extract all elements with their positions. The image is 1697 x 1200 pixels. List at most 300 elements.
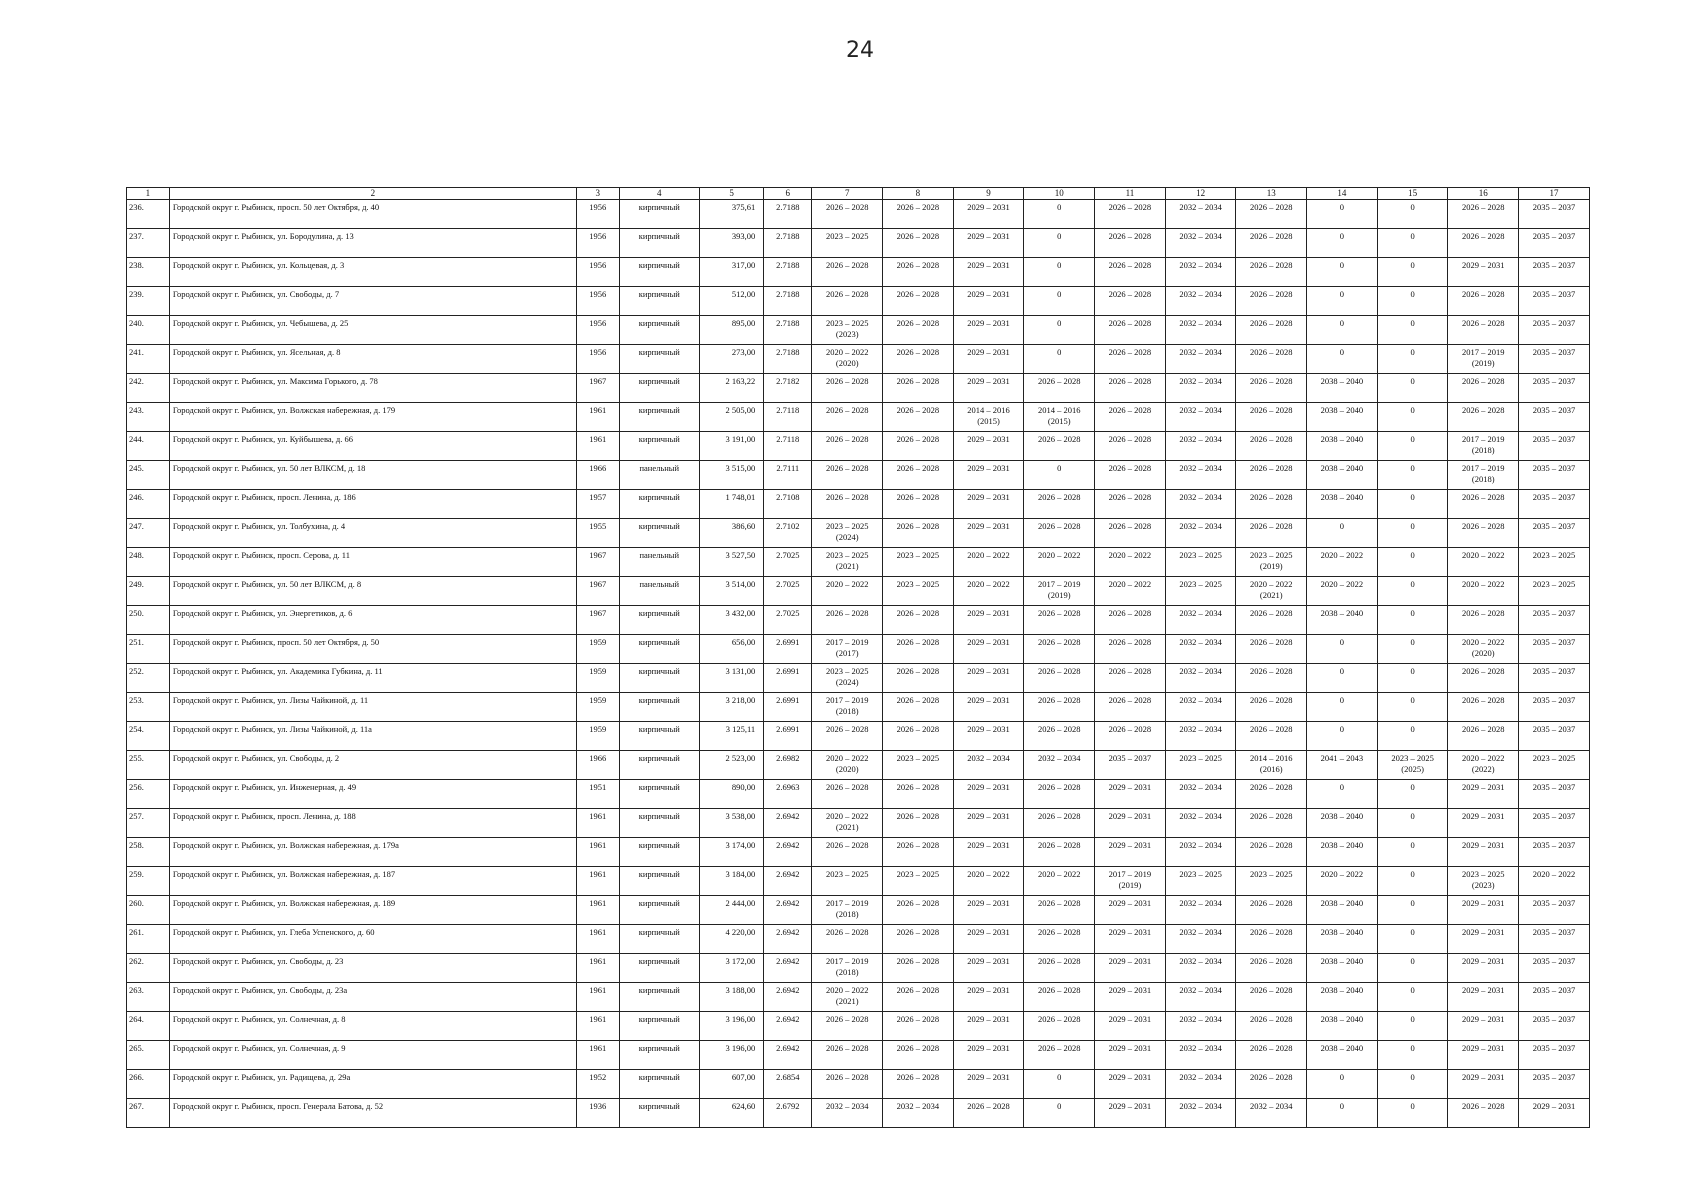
year-cell: 1956 — [576, 345, 619, 374]
table-row — [127, 780, 1590, 809]
schedule-period-cell: 0 — [1377, 287, 1448, 316]
schedule-period-cell: 2026 – 2028 — [953, 1099, 1024, 1128]
row-number: 262. — [127, 954, 170, 983]
schedule-period-cell: 2026 – 2028 — [1448, 693, 1519, 722]
schedule-period-cell: 2026 – 2028 — [1024, 606, 1095, 635]
schedule-period-cell: 2026 – 2028 — [1448, 229, 1519, 258]
material-cell: кирпичный — [619, 345, 699, 374]
year-cell: 1936 — [576, 1099, 619, 1128]
year-cell: 1967 — [576, 374, 619, 403]
schedule-period-cell: 2017 – 2019 (2018) — [1448, 461, 1519, 490]
index-cell: 2.6991 — [764, 722, 812, 751]
schedule-period-cell: 2029 – 2031 — [953, 635, 1024, 664]
schedule-period-cell: 0 — [1377, 635, 1448, 664]
table-row — [127, 606, 1590, 635]
schedule-period-cell: 2026 – 2028 — [1024, 838, 1095, 867]
material-cell: панельный — [619, 577, 699, 606]
column-header: 7 — [812, 188, 883, 200]
index-cell: 2.6942 — [764, 838, 812, 867]
schedule-period-cell: 0 — [1377, 490, 1448, 519]
schedule-period-cell: 2026 – 2028 — [883, 519, 954, 548]
schedule-period-cell: 2020 – 2022 — [1095, 548, 1166, 577]
material-cell: кирпичный — [619, 1099, 699, 1128]
area-cell: 2 163,22 — [699, 374, 763, 403]
schedule-period-cell: 2026 – 2028 — [812, 1070, 883, 1099]
schedule-period-cell: 0 — [1307, 664, 1378, 693]
schedule-period-cell: 0 — [1024, 229, 1095, 258]
area-cell: 3 196,00 — [699, 1041, 763, 1070]
schedule-period-cell: 2026 – 2028 — [812, 1041, 883, 1070]
address-cell: Городской округ г. Рыбинск, просп. Ленина, д. 186 — [169, 490, 576, 519]
address-cell: Городской округ г. Рыбинск, просп. 50 лет Октября, д. 50 — [169, 635, 576, 664]
column-header: 8 — [883, 188, 954, 200]
schedule-period-cell: 2026 – 2028 — [1236, 316, 1307, 345]
schedule-period-cell: 2029 – 2031 — [1448, 1012, 1519, 1041]
row-number: 240. — [127, 316, 170, 345]
schedule-period-cell: 2023 – 2025 (2019) — [1236, 548, 1307, 577]
schedule-period-cell: 2029 – 2031 — [1095, 1099, 1166, 1128]
year-cell: 1959 — [576, 664, 619, 693]
table-row — [127, 693, 1590, 722]
schedule-period-cell: 0 — [1307, 316, 1378, 345]
schedule-period-cell: 2038 – 2040 — [1307, 432, 1378, 461]
column-header: 2 — [169, 188, 576, 200]
schedule-period-cell: 2026 – 2028 — [1024, 693, 1095, 722]
schedule-period-cell: 2029 – 2031 — [953, 954, 1024, 983]
schedule-period-cell: 2029 – 2031 — [953, 983, 1024, 1012]
schedule-period-cell: 2032 – 2034 — [1165, 635, 1236, 664]
material-cell: кирпичный — [619, 403, 699, 432]
schedule-period-cell: 0 — [1377, 896, 1448, 925]
schedule-period-cell: 2032 – 2034 — [1165, 1070, 1236, 1099]
schedule-period-cell: 2041 – 2043 — [1307, 751, 1378, 780]
row-number: 237. — [127, 229, 170, 258]
schedule-period-cell: 2026 – 2028 — [1095, 287, 1166, 316]
schedule-period-cell: 2026 – 2028 — [1095, 606, 1166, 635]
schedule-period-cell: 2032 – 2034 — [953, 751, 1024, 780]
row-number: 236. — [127, 200, 170, 229]
schedule-period-cell: 2026 – 2028 — [1236, 664, 1307, 693]
schedule-period-cell: 2026 – 2028 — [1236, 1012, 1307, 1041]
schedule-period-cell: 0 — [1377, 1070, 1448, 1099]
address-cell: Городской округ г. Рыбинск, ул. 50 лет ВЛКСМ, д. 8 — [169, 577, 576, 606]
column-header: 4 — [619, 188, 699, 200]
index-cell: 2.7182 — [764, 374, 812, 403]
area-cell: 1 748,01 — [699, 490, 763, 519]
schedule-period-cell: 2017 – 2019 (2017) — [812, 635, 883, 664]
schedule-period-cell: 2035 – 2037 — [1519, 374, 1590, 403]
row-number: 241. — [127, 345, 170, 374]
schedule-period-cell: 2023 – 2025 — [1519, 548, 1590, 577]
schedule-period-cell: 2026 – 2028 — [1024, 490, 1095, 519]
index-cell: 2.6942 — [764, 1041, 812, 1070]
row-number: 250. — [127, 606, 170, 635]
index-cell: 2.7188 — [764, 229, 812, 258]
material-cell: кирпичный — [619, 258, 699, 287]
column-header: 3 — [576, 188, 619, 200]
year-cell: 1957 — [576, 490, 619, 519]
page-number: 24 — [846, 38, 874, 63]
year-cell: 1959 — [576, 635, 619, 664]
schedule-period-cell: 2026 – 2028 — [1236, 490, 1307, 519]
table-row — [127, 519, 1590, 548]
schedule-period-cell: 2032 – 2034 — [1165, 780, 1236, 809]
schedule-period-cell: 2023 – 2025 — [1165, 548, 1236, 577]
schedule-period-cell: 2029 – 2031 — [1448, 983, 1519, 1012]
year-cell: 1961 — [576, 809, 619, 838]
schedule-period-cell: 0 — [1307, 722, 1378, 751]
schedule-period-cell: 2035 – 2037 — [1519, 896, 1590, 925]
schedule-period-cell: 2026 – 2028 — [883, 722, 954, 751]
schedule-period-cell: 2026 – 2028 — [1236, 461, 1307, 490]
index-cell: 2.7025 — [764, 548, 812, 577]
index-cell: 2.6942 — [764, 896, 812, 925]
column-number-row — [127, 188, 1590, 200]
schedule-period-cell: 2026 – 2028 — [883, 925, 954, 954]
schedule-period-cell: 2026 – 2028 — [883, 461, 954, 490]
schedule-period-cell: 2026 – 2028 — [1095, 635, 1166, 664]
schedule-period-cell: 0 — [1307, 258, 1378, 287]
address-cell: Городской округ г. Рыбинск, ул. Глеба Успенского, д. 60 — [169, 925, 576, 954]
schedule-period-cell: 2032 – 2034 — [1165, 954, 1236, 983]
schedule-period-cell: 2038 – 2040 — [1307, 606, 1378, 635]
schedule-period-cell: 2020 – 2022 (2020) — [812, 345, 883, 374]
index-cell: 2.6991 — [764, 635, 812, 664]
schedule-period-cell: 2026 – 2028 — [1448, 664, 1519, 693]
row-number: 249. — [127, 577, 170, 606]
table-header — [127, 188, 1590, 200]
schedule-period-cell: 2029 – 2031 — [1448, 809, 1519, 838]
schedule-period-cell: 2026 – 2028 — [1095, 258, 1166, 287]
area-cell: 3 125,11 — [699, 722, 763, 751]
address-cell: Городской округ г. Рыбинск, ул. Свободы, д. 2 — [169, 751, 576, 780]
column-header: 17 — [1519, 188, 1590, 200]
schedule-period-cell: 2029 – 2031 — [1448, 954, 1519, 983]
table-row — [127, 1099, 1590, 1128]
schedule-period-cell: 2029 – 2031 — [953, 432, 1024, 461]
schedule-period-cell: 2035 – 2037 — [1519, 1070, 1590, 1099]
schedule-period-cell: 2035 – 2037 — [1519, 403, 1590, 432]
schedule-period-cell: 2029 – 2031 — [1095, 896, 1166, 925]
schedule-period-cell: 2026 – 2028 — [1024, 983, 1095, 1012]
index-cell: 2.7118 — [764, 403, 812, 432]
table-row — [127, 664, 1590, 693]
schedule-period-cell: 2035 – 2037 — [1519, 461, 1590, 490]
table-row — [127, 345, 1590, 374]
schedule-period-cell: 2023 – 2025 — [1519, 751, 1590, 780]
address-cell: Городской округ г. Рыбинск, ул. Ясельная, д. 8 — [169, 345, 576, 374]
table-row — [127, 374, 1590, 403]
schedule-period-cell: 2029 – 2031 — [1448, 1070, 1519, 1099]
schedule-period-cell: 2020 – 2022 — [1307, 548, 1378, 577]
address-cell: Городской округ г. Рыбинск, ул. Волжская набережная, д. 179 — [169, 403, 576, 432]
year-cell: 1961 — [576, 1012, 619, 1041]
schedule-period-cell: 2023 – 2025 — [883, 577, 954, 606]
schedule-period-cell: 2026 – 2028 — [1024, 722, 1095, 751]
row-number: 261. — [127, 925, 170, 954]
schedule-period-cell: 2017 – 2019 (2018) — [812, 954, 883, 983]
schedule-period-cell: 2026 – 2028 — [1236, 345, 1307, 374]
schedule-period-cell: 2029 – 2031 — [1095, 1012, 1166, 1041]
area-cell: 3 184,00 — [699, 867, 763, 896]
address-cell: Городской округ г. Рыбинск, ул. Толбухина, д. 4 — [169, 519, 576, 548]
year-cell: 1961 — [576, 867, 619, 896]
material-cell: кирпичный — [619, 1041, 699, 1070]
table-row — [127, 896, 1590, 925]
schedule-period-cell: 2020 – 2022 — [953, 548, 1024, 577]
schedule-period-cell: 0 — [1377, 1099, 1448, 1128]
index-cell: 2.6942 — [764, 925, 812, 954]
year-cell: 1951 — [576, 780, 619, 809]
schedule-period-cell: 2029 – 2031 — [953, 722, 1024, 751]
schedule-period-cell: 2029 – 2031 — [1519, 1099, 1590, 1128]
index-cell: 2.7188 — [764, 200, 812, 229]
index-cell: 2.7025 — [764, 577, 812, 606]
index-cell: 2.6991 — [764, 664, 812, 693]
schedule-period-cell: 0 — [1024, 316, 1095, 345]
schedule-period-cell: 2032 – 2034 — [1165, 983, 1236, 1012]
schedule-period-cell: 0 — [1307, 1099, 1378, 1128]
schedule-period-cell: 2029 – 2031 — [1095, 983, 1166, 1012]
index-cell: 2.6963 — [764, 780, 812, 809]
schedule-period-cell: 2026 – 2028 — [1236, 1041, 1307, 1070]
year-cell: 1966 — [576, 751, 619, 780]
address-cell: Городской округ г. Рыбинск, ул. Солнечная, д. 8 — [169, 1012, 576, 1041]
schedule-period-cell: 0 — [1377, 693, 1448, 722]
schedule-period-cell: 2026 – 2028 — [1024, 432, 1095, 461]
schedule-period-cell: 2038 – 2040 — [1307, 896, 1378, 925]
schedule-period-cell: 2038 – 2040 — [1307, 403, 1378, 432]
schedule-period-cell: 0 — [1024, 258, 1095, 287]
schedule-period-cell: 2035 – 2037 — [1519, 229, 1590, 258]
row-number: 263. — [127, 983, 170, 1012]
schedule-period-cell: 2035 – 2037 — [1519, 635, 1590, 664]
row-number: 238. — [127, 258, 170, 287]
address-cell: Городской округ г. Рыбинск, ул. Чебышева, д. 25 — [169, 316, 576, 345]
schedule-period-cell: 2026 – 2028 — [1236, 983, 1307, 1012]
row-number: 244. — [127, 432, 170, 461]
row-number: 265. — [127, 1041, 170, 1070]
material-cell: кирпичный — [619, 722, 699, 751]
row-number: 253. — [127, 693, 170, 722]
schedule-period-cell: 2026 – 2028 — [1095, 722, 1166, 751]
row-number: 243. — [127, 403, 170, 432]
schedule-period-cell: 2023 – 2025 — [1165, 577, 1236, 606]
schedule-period-cell: 2023 – 2025 (2024) — [812, 664, 883, 693]
row-number: 260. — [127, 896, 170, 925]
schedule-period-cell: 2038 – 2040 — [1307, 461, 1378, 490]
schedule-period-cell: 0 — [1307, 780, 1378, 809]
schedule-period-cell: 2026 – 2028 — [1236, 287, 1307, 316]
material-cell: кирпичный — [619, 490, 699, 519]
housing-repair-schedule-table — [126, 187, 1590, 1128]
address-cell: Городской округ г. Рыбинск, ул. 50 лет ВЛКСМ, д. 18 — [169, 461, 576, 490]
table-row — [127, 432, 1590, 461]
area-cell: 624,60 — [699, 1099, 763, 1128]
schedule-period-cell: 2026 – 2028 — [812, 838, 883, 867]
schedule-period-cell: 2023 – 2025 (2025) — [1377, 751, 1448, 780]
schedule-period-cell: 2032 – 2034 — [1165, 374, 1236, 403]
schedule-period-cell: 2035 – 2037 — [1519, 606, 1590, 635]
area-cell: 2 444,00 — [699, 896, 763, 925]
row-number: 255. — [127, 751, 170, 780]
schedule-period-cell: 2029 – 2031 — [953, 809, 1024, 838]
schedule-period-cell: 2023 – 2025 — [883, 548, 954, 577]
schedule-period-cell: 2026 – 2028 — [883, 693, 954, 722]
schedule-period-cell: 2026 – 2028 — [1095, 229, 1166, 258]
schedule-period-cell: 2032 – 2034 — [1165, 519, 1236, 548]
material-cell: кирпичный — [619, 867, 699, 896]
schedule-period-cell: 2026 – 2028 — [1236, 896, 1307, 925]
schedule-period-cell: 0 — [1377, 954, 1448, 983]
schedule-period-cell: 2023 – 2025 (2023) — [812, 316, 883, 345]
schedule-period-cell: 2026 – 2028 — [1448, 403, 1519, 432]
schedule-period-cell: 2014 – 2016 (2016) — [1236, 751, 1307, 780]
schedule-period-cell: 2029 – 2031 — [953, 258, 1024, 287]
area-cell: 3 191,00 — [699, 432, 763, 461]
schedule-period-cell: 2023 – 2025 (2024) — [812, 519, 883, 548]
schedule-period-cell: 2026 – 2028 — [1236, 519, 1307, 548]
address-cell: Городской округ г. Рыбинск, ул. Свободы, д. 7 — [169, 287, 576, 316]
schedule-period-cell: 2023 – 2025 — [812, 229, 883, 258]
year-cell: 1956 — [576, 229, 619, 258]
schedule-period-cell: 0 — [1377, 809, 1448, 838]
row-number: 256. — [127, 780, 170, 809]
schedule-period-cell: 2035 – 2037 — [1519, 432, 1590, 461]
table-row — [127, 809, 1590, 838]
schedule-period-cell: 2035 – 2037 — [1095, 751, 1166, 780]
schedule-period-cell: 2026 – 2028 — [1448, 490, 1519, 519]
schedule-period-cell: 2026 – 2028 — [812, 403, 883, 432]
schedule-period-cell: 2026 – 2028 — [883, 983, 954, 1012]
schedule-period-cell: 2029 – 2031 — [1095, 1041, 1166, 1070]
schedule-period-cell: 2026 – 2028 — [812, 374, 883, 403]
schedule-period-cell: 0 — [1377, 1012, 1448, 1041]
schedule-period-cell: 0 — [1377, 606, 1448, 635]
table-row — [127, 461, 1590, 490]
schedule-period-cell: 2026 – 2028 — [1095, 519, 1166, 548]
schedule-period-cell: 2032 – 2034 — [1165, 664, 1236, 693]
table-row — [127, 229, 1590, 258]
schedule-period-cell: 2035 – 2037 — [1519, 490, 1590, 519]
schedule-period-cell: 2020 – 2022 (2020) — [812, 751, 883, 780]
schedule-period-cell: 2029 – 2031 — [1448, 1041, 1519, 1070]
schedule-period-cell: 2032 – 2034 — [1165, 1099, 1236, 1128]
schedule-period-cell: 2026 – 2028 — [1024, 635, 1095, 664]
row-number: 259. — [127, 867, 170, 896]
schedule-period-cell: 2026 – 2028 — [1024, 809, 1095, 838]
schedule-period-cell: 2032 – 2034 — [1165, 722, 1236, 751]
schedule-period-cell: 2026 – 2028 — [812, 432, 883, 461]
schedule-period-cell: 2023 – 2025 — [883, 867, 954, 896]
address-cell: Городской округ г. Рыбинск, ул. Свободы, д. 23 — [169, 954, 576, 983]
schedule-period-cell: 2023 – 2025 — [883, 751, 954, 780]
area-cell: 4 220,00 — [699, 925, 763, 954]
schedule-period-cell: 2026 – 2028 — [1236, 693, 1307, 722]
index-cell: 2.7111 — [764, 461, 812, 490]
area-cell: 607,00 — [699, 1070, 763, 1099]
material-cell: панельный — [619, 461, 699, 490]
area-cell: 895,00 — [699, 316, 763, 345]
schedule-period-cell: 2026 – 2028 — [883, 664, 954, 693]
address-cell: Городской округ г. Рыбинск, ул. Волжская набережная, д. 189 — [169, 896, 576, 925]
area-cell: 3 538,00 — [699, 809, 763, 838]
material-cell: кирпичный — [619, 229, 699, 258]
schedule-period-cell: 2035 – 2037 — [1519, 287, 1590, 316]
schedule-period-cell: 2026 – 2028 — [812, 461, 883, 490]
area-cell: 317,00 — [699, 258, 763, 287]
schedule-period-cell: 2029 – 2031 — [953, 200, 1024, 229]
schedule-period-cell: 2029 – 2031 — [1095, 1070, 1166, 1099]
schedule-period-cell: 2029 – 2031 — [1448, 896, 1519, 925]
schedule-period-cell: 2020 – 2022 (2021) — [1236, 577, 1307, 606]
schedule-period-cell: 2032 – 2034 — [1165, 925, 1236, 954]
schedule-period-cell: 2026 – 2028 — [1236, 403, 1307, 432]
schedule-period-cell: 2026 – 2028 — [1095, 693, 1166, 722]
schedule-period-cell: 2032 – 2034 — [1165, 403, 1236, 432]
schedule-period-cell: 2026 – 2028 — [883, 809, 954, 838]
schedule-period-cell: 0 — [1377, 432, 1448, 461]
area-cell: 3 131,00 — [699, 664, 763, 693]
schedule-period-cell: 0 — [1377, 780, 1448, 809]
area-cell: 2 505,00 — [699, 403, 763, 432]
schedule-period-cell: 2026 – 2028 — [1024, 519, 1095, 548]
schedule-period-cell: 2032 – 2034 — [1165, 258, 1236, 287]
schedule-period-cell: 0 — [1307, 345, 1378, 374]
schedule-period-cell: 2020 – 2022 (2021) — [812, 809, 883, 838]
year-cell: 1959 — [576, 722, 619, 751]
schedule-period-cell: 2026 – 2028 — [1236, 200, 1307, 229]
table-row — [127, 577, 1590, 606]
table-row — [127, 316, 1590, 345]
schedule-period-cell: 0 — [1377, 838, 1448, 867]
year-cell: 1961 — [576, 403, 619, 432]
row-number: 247. — [127, 519, 170, 548]
schedule-period-cell: 0 — [1377, 258, 1448, 287]
year-cell: 1961 — [576, 954, 619, 983]
schedule-period-cell: 2026 – 2028 — [1236, 258, 1307, 287]
schedule-period-cell: 2017 – 2019 (2018) — [812, 896, 883, 925]
address-cell: Городской округ г. Рыбинск, ул. Волжская набережная, д. 179а — [169, 838, 576, 867]
schedule-period-cell: 0 — [1377, 461, 1448, 490]
year-cell: 1961 — [576, 1041, 619, 1070]
schedule-period-cell: 2038 – 2040 — [1307, 983, 1378, 1012]
area-cell: 3 218,00 — [699, 693, 763, 722]
schedule-period-cell: 2029 – 2031 — [953, 490, 1024, 519]
table-row — [127, 200, 1590, 229]
schedule-period-cell: 2020 – 2022 (2022) — [1448, 751, 1519, 780]
schedule-period-cell: 2026 – 2028 — [1448, 606, 1519, 635]
schedule-period-cell: 2026 – 2028 — [883, 606, 954, 635]
schedule-period-cell: 2026 – 2028 — [1095, 461, 1166, 490]
schedule-period-cell: 2032 – 2034 — [1165, 693, 1236, 722]
schedule-period-cell: 2026 – 2028 — [883, 838, 954, 867]
schedule-period-cell: 2035 – 2037 — [1519, 200, 1590, 229]
schedule-period-cell: 0 — [1377, 345, 1448, 374]
schedule-period-cell: 2026 – 2028 — [812, 287, 883, 316]
index-cell: 2.7108 — [764, 490, 812, 519]
schedule-period-cell: 2026 – 2028 — [1236, 374, 1307, 403]
schedule-period-cell: 2026 – 2028 — [1236, 722, 1307, 751]
schedule-period-cell: 2029 – 2031 — [953, 287, 1024, 316]
schedule-period-cell: 2026 – 2028 — [812, 490, 883, 519]
row-number: 264. — [127, 1012, 170, 1041]
schedule-period-cell: 2026 – 2028 — [1448, 722, 1519, 751]
schedule-period-cell: 0 — [1307, 200, 1378, 229]
schedule-period-cell: 2026 – 2028 — [812, 780, 883, 809]
schedule-period-cell: 2020 – 2022 (2021) — [812, 983, 883, 1012]
index-cell: 2.7188 — [764, 316, 812, 345]
